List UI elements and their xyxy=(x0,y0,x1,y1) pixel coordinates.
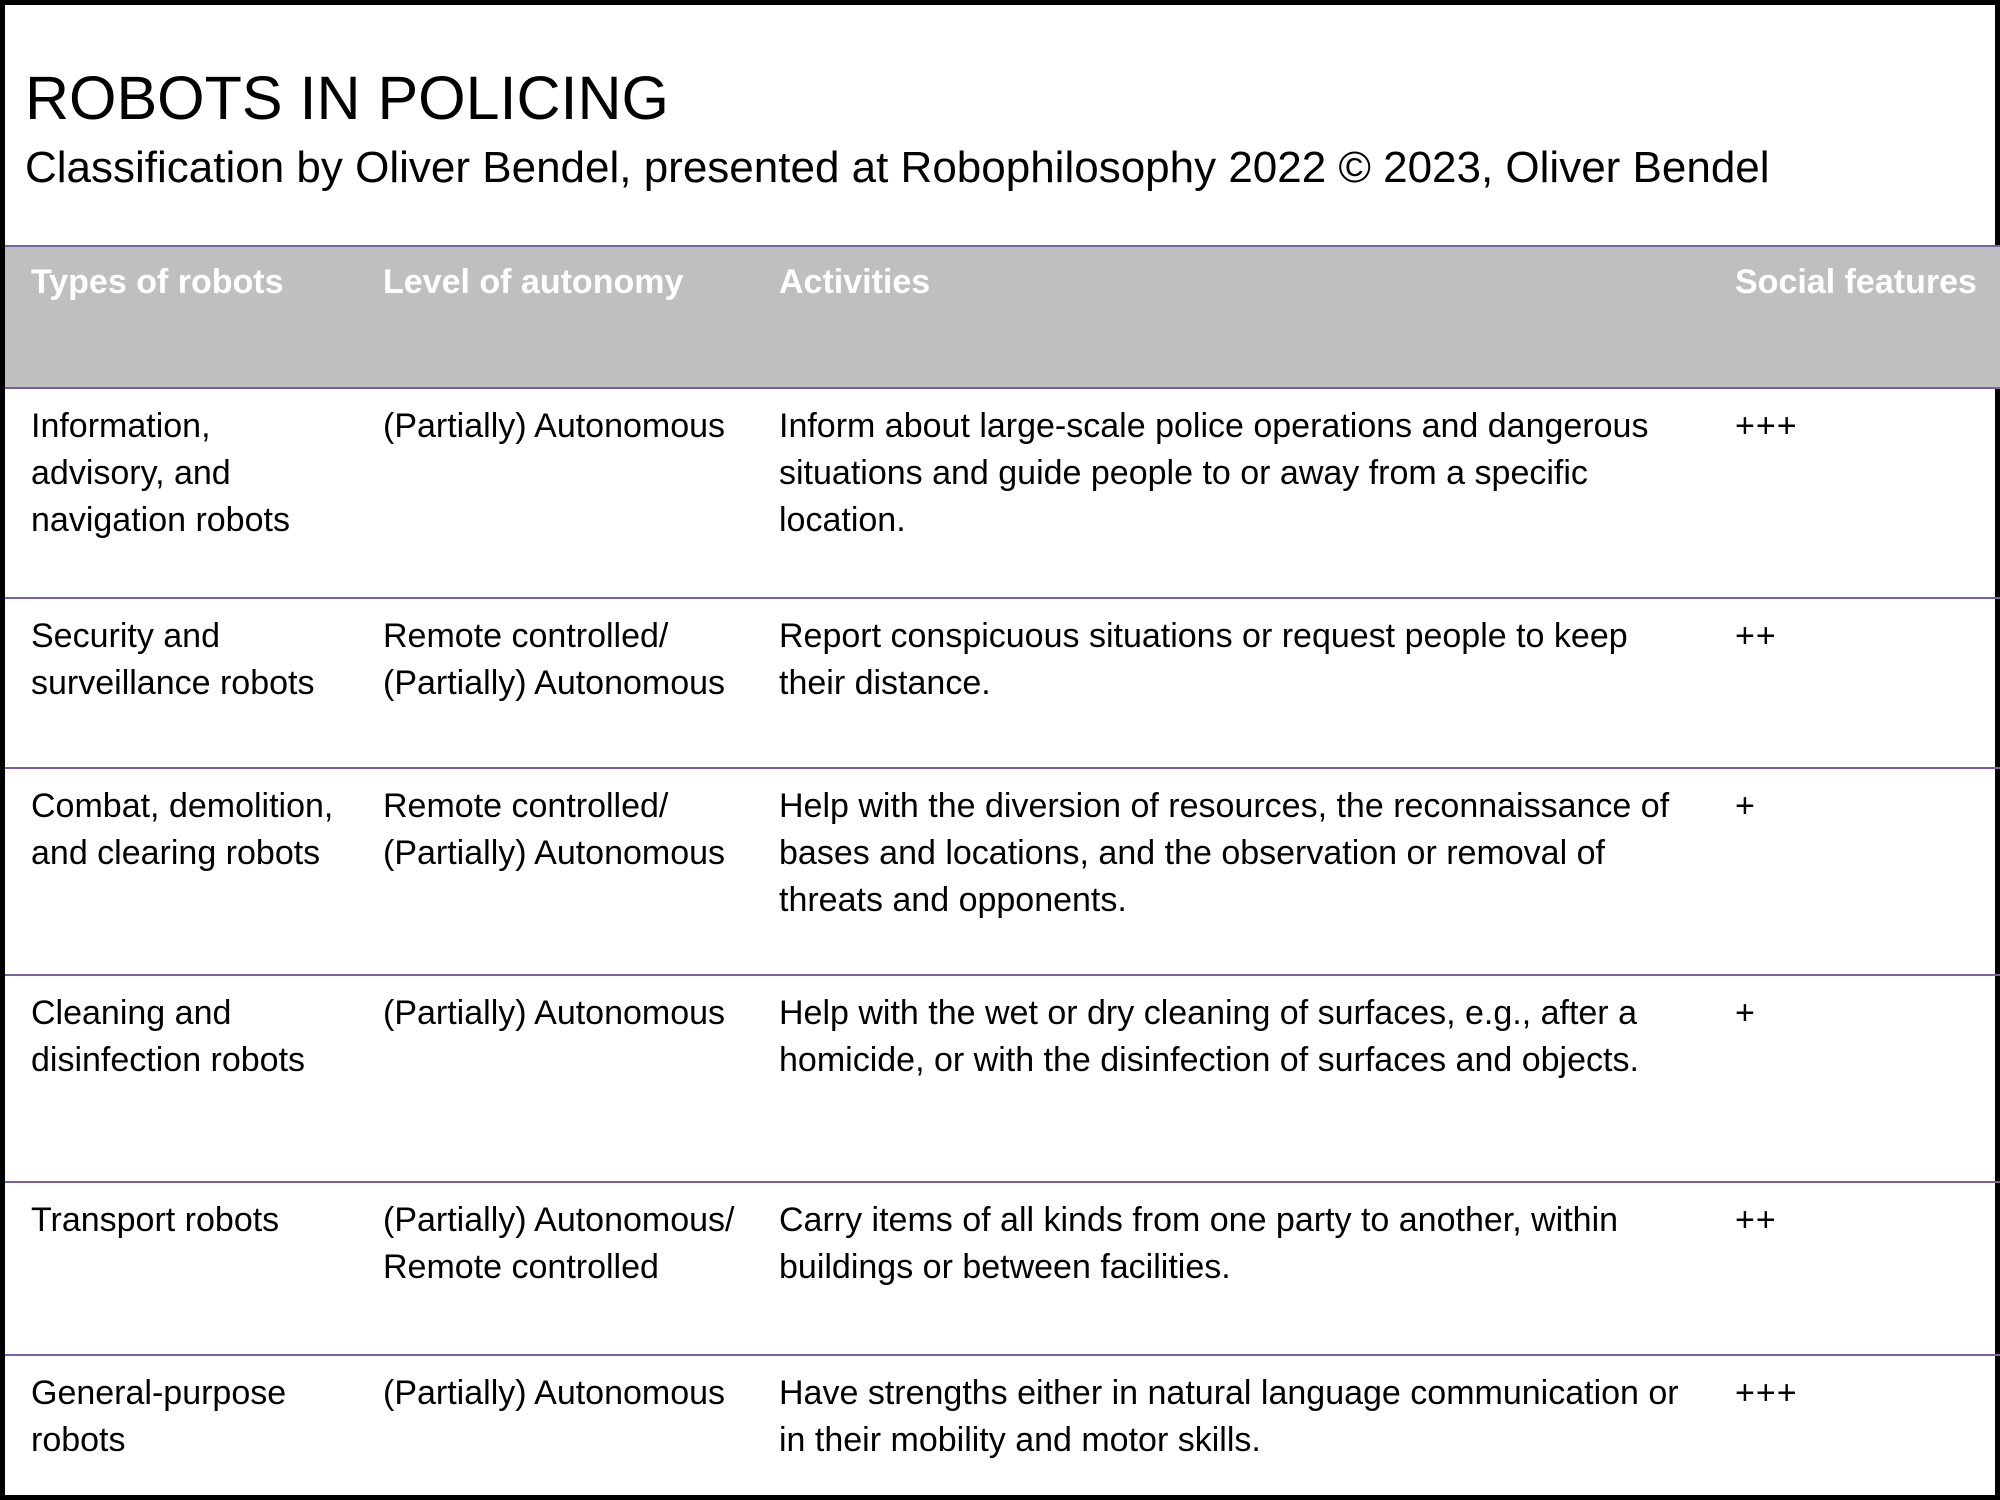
cell-social-features: +++ xyxy=(1735,1374,1798,1412)
table-row xyxy=(5,598,2000,768)
cell-activities: Carry items of all kinds from one party to another, within buildings or between facilities. xyxy=(779,1201,1619,1286)
table-row xyxy=(5,1355,2000,1499)
table-header-row xyxy=(5,246,2000,388)
column-header-social: Social features xyxy=(1709,246,2000,388)
cell-activities: Help with the diversion of resources, the reconnaissance of bases and locations, and the observation or removal of threats and opponents. xyxy=(779,787,1670,919)
cell-autonomy: (Partially) Autonomous xyxy=(383,407,726,445)
column-header-activities: Activities xyxy=(779,246,1709,388)
cell-robot-type: Combat, demolition, and clearing robots xyxy=(31,787,334,872)
cell-social-features: +++ xyxy=(1735,407,1798,445)
cell-social-features: ++ xyxy=(1735,1201,1777,1239)
cell-social-features: ++ xyxy=(1735,617,1777,655)
cell-autonomy: (Partially) Autonomous xyxy=(383,1374,726,1412)
cell-social-features: + xyxy=(1735,787,1756,825)
cell-robot-type: Transport robots xyxy=(31,1201,280,1239)
column-header-autonomy: Level of autonomy xyxy=(357,246,779,388)
cell-autonomy: (Partially) Autonomous/ Remote controlled xyxy=(383,1201,735,1286)
cell-robot-type: Security and surveillance robots xyxy=(31,617,315,702)
table-row xyxy=(5,975,2000,1182)
table-row xyxy=(5,388,2000,598)
cell-autonomy: Remote controlled/ (Partially) Autonomous xyxy=(383,787,726,872)
cell-activities: Inform about large-scale police operations and dangerous situations and guide people to or away from a specific location. xyxy=(779,407,1649,539)
table-row xyxy=(5,1182,2000,1355)
cell-activities: Have strengths either in natural language communication or in their mobility and motor skills. xyxy=(779,1374,1679,1459)
page-subtitle: Classification by Oliver Bendel, presented at Robophilosophy 2022 © 2023, Oliver Bendel xyxy=(25,143,1770,192)
cell-activities: Help with the wet or dry cleaning of surfaces, e.g., after a homicide, or with the disinfection of surfaces and objects. xyxy=(779,994,1639,1079)
cell-robot-type: Cleaning and disinfection robots xyxy=(31,994,306,1079)
cell-autonomy: (Partially) Autonomous xyxy=(383,994,726,1032)
cell-robot-type: Information, advisory, and navigation robots xyxy=(31,407,290,539)
classification-table xyxy=(5,245,2000,1499)
table-row xyxy=(5,768,2000,975)
cell-autonomy: Remote controlled/ (Partially) Autonomous xyxy=(383,617,726,702)
cell-activities: Report conspicuous situations or request people to keep their distance. xyxy=(779,617,1628,702)
cell-robot-type: General-purpose robots xyxy=(31,1374,287,1459)
page-title: ROBOTS IN POLICING xyxy=(25,64,669,132)
cell-social-features: + xyxy=(1735,994,1756,1032)
column-header-types: Types of robots xyxy=(5,246,357,388)
